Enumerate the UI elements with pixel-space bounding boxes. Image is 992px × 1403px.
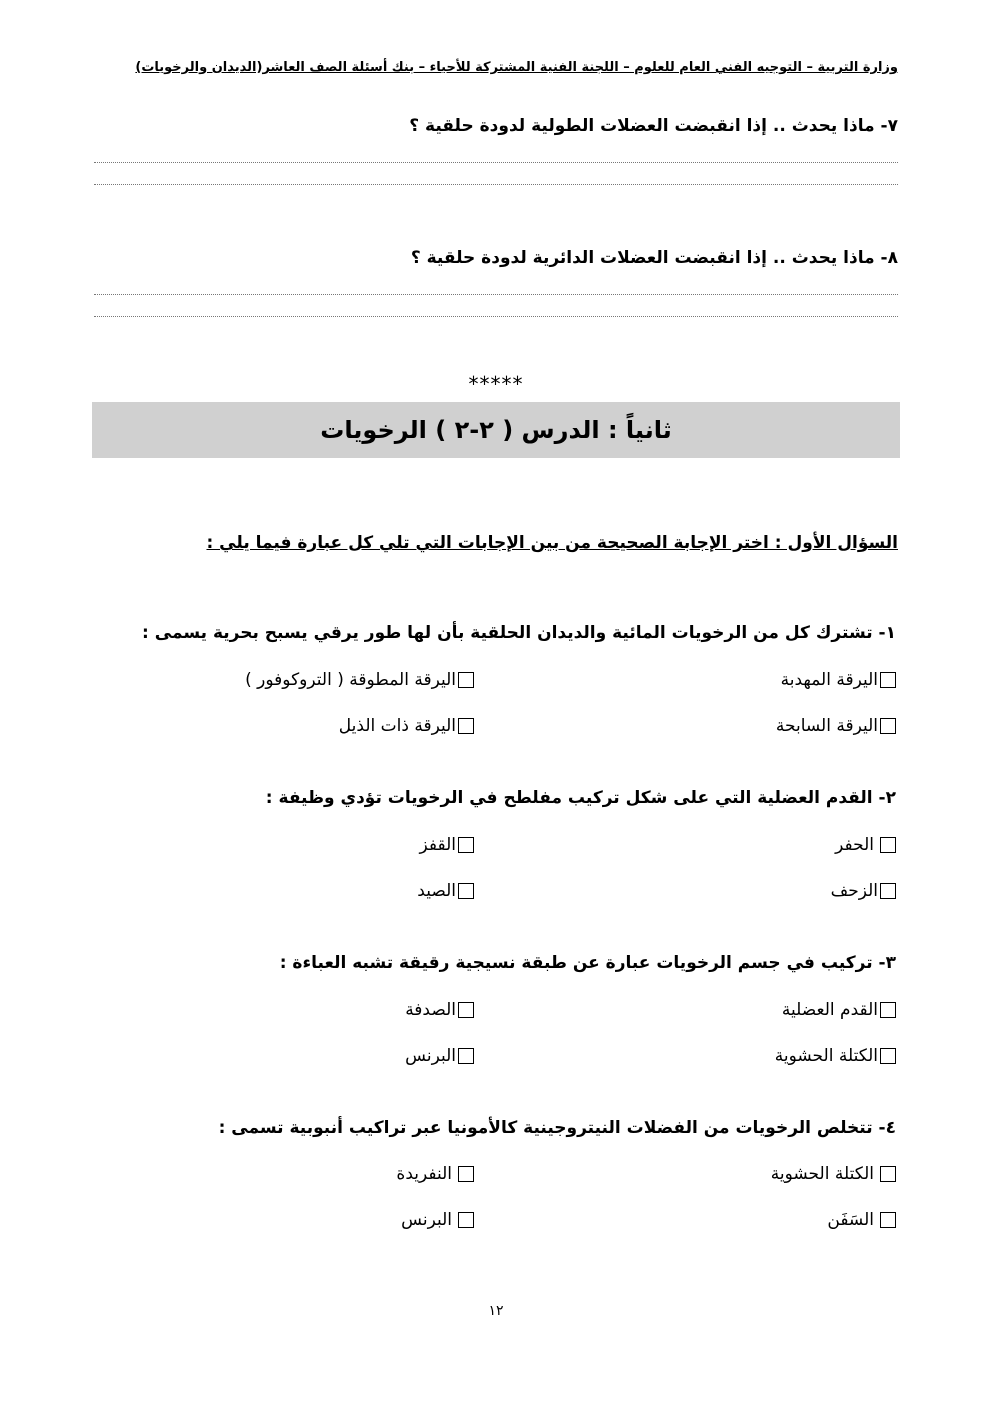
checkbox-icon[interactable] [880,672,896,688]
mcq-1-option-d[interactable] [339,716,474,736]
mcq-1-option-c[interactable] [776,716,896,736]
option-label: اليرقة ذات الذيل [338,716,456,736]
mcq-stem-4: ٤- تتخلص الرخويات من الفضلات النيتروجينية كالأمونيا عبر تراكيب أنبوبية تسمى : [218,1118,896,1138]
mcq-3-option-d[interactable] [405,1046,474,1066]
mcq-2-option-a[interactable] [835,835,896,855]
checkbox-icon[interactable] [458,1212,474,1228]
checkbox-icon[interactable] [458,1048,474,1064]
open-question-8: ٨- ماذا يحدث .. إذا انقبضت العضلات الدائرية لدودة حلقية ؟ [410,248,898,268]
option-label: اليرقة المطوقة ( التروكوفور ) [245,670,456,690]
mcq-3-option-b[interactable] [405,1000,474,1020]
section-separator: ***** [468,372,524,396]
option-label: البرنس [401,1210,452,1230]
option-label: اليرقة السابحة [775,716,878,736]
answer-line [94,162,898,163]
checkbox-icon[interactable] [458,1002,474,1018]
mcq-1-option-b[interactable] [245,670,474,690]
answer-line [94,184,898,185]
mcq-4-option-d[interactable] [401,1210,474,1230]
page-header: وزارة التربية – التوجيه الفني العام للعلوم – اللجنة الفنية المشتركة للأحياء – بنك أسئلة الصف العاشر(الديدان والرخويات) [135,60,898,75]
checkbox-icon[interactable] [458,883,474,899]
checkbox-icon[interactable] [458,718,474,734]
checkbox-icon[interactable] [880,1212,896,1228]
option-label: القدم العضلية [781,1000,878,1020]
mcq-stem-2: ٢- القدم العضلية التي على شكل تركيب مفلطح في الرخويات تؤدي وظيفة : [265,788,896,808]
checkbox-icon[interactable] [458,672,474,688]
page-number: ١٢ [488,1303,504,1319]
mcq-1-option-a[interactable] [781,670,896,690]
section-title: ثانياً : الدرس ( ٢-٢ ) الرخويات [320,416,672,444]
option-label: اليرقة المهدبة [780,670,878,690]
checkbox-icon[interactable] [880,883,896,899]
option-label: البرنس [405,1046,456,1066]
checkbox-icon[interactable] [880,1002,896,1018]
option-label: الكتلة الحشوية [774,1046,878,1066]
checkbox-icon[interactable] [880,1166,896,1182]
option-label: الحفر [835,835,874,855]
checkbox-icon[interactable] [458,1166,474,1182]
mcq-stem-1: ١- تشترك كل من الرخويات المائية والديدان الحلقية بأن لها طور يرقي يسبح بحرية يسمى : [142,623,896,643]
open-question-7: ٧- ماذا يحدث .. إذا انقبضت العضلات الطولية لدودة حلقية ؟ [409,116,898,136]
checkbox-icon[interactable] [880,837,896,853]
option-label: الكتلة الحشوية [770,1164,874,1184]
mcq-2-option-b[interactable] [420,835,474,855]
mcq-4-option-b[interactable] [396,1164,474,1184]
answer-line [94,316,898,317]
option-label: الصيد [417,881,456,901]
checkbox-icon[interactable] [880,718,896,734]
mcq-3-option-a[interactable] [782,1000,896,1020]
checkbox-icon[interactable] [458,837,474,853]
mcq-4-option-a[interactable] [771,1164,896,1184]
section-title-banner [92,402,900,458]
mcq-2-option-d[interactable] [417,881,474,901]
option-label: السَفَن [827,1210,874,1230]
option-label: الصدفة [405,1000,456,1020]
checkbox-icon[interactable] [880,1048,896,1064]
mcq-3-option-c[interactable] [775,1046,896,1066]
mcq-2-option-c[interactable] [831,881,896,901]
question-one-title: السؤال الأول : اختر الإجابة الصحيحة من بين الإجابات التي تلي كل عبارة فيما يلي : [206,533,898,553]
answer-line [94,294,898,295]
option-label: القفز [419,835,456,855]
mcq-stem-3: ٣- تركيب في جسم الرخويات عبارة عن طبقة نسيجية رقيقة تشبه العباءة : [279,953,896,973]
option-label: النفريدة [396,1164,452,1184]
option-label: الزحف [830,881,878,901]
mcq-4-option-c[interactable] [827,1210,896,1230]
